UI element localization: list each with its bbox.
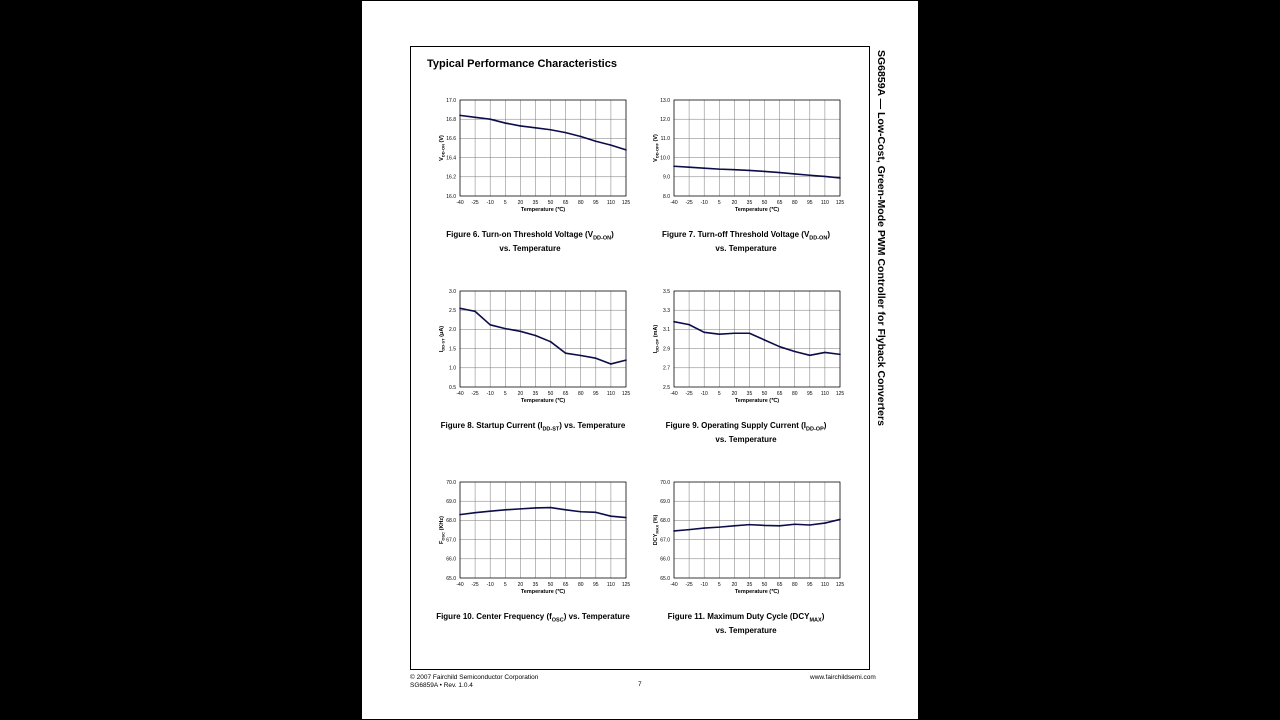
y-tick-label: 70.0	[660, 479, 670, 486]
x-tick-label: 110	[606, 582, 615, 588]
x-tick-label: 20	[731, 200, 738, 206]
y-tick-label: 8.0	[663, 193, 670, 200]
data-point	[504, 122, 506, 124]
x-tick-label: 5	[503, 582, 507, 588]
x-tick-label: 80	[791, 391, 798, 397]
data-point	[688, 166, 690, 168]
data-point	[520, 331, 522, 333]
x-axis-label: Temperature (℃)	[734, 398, 780, 404]
y-tick-label: 65.0	[446, 575, 456, 582]
data-point	[824, 176, 826, 178]
x-tick-label: 125	[835, 200, 845, 206]
x-tick-label: -40	[456, 200, 464, 206]
chart-svg	[648, 478, 844, 598]
y-tick-label: 12.0	[660, 117, 670, 123]
plot-border	[674, 291, 840, 387]
data-point	[459, 115, 461, 117]
data-point	[734, 525, 736, 527]
data-point	[734, 332, 736, 334]
x-tick-label: 20	[731, 391, 738, 397]
data-point	[535, 127, 537, 129]
data-point	[535, 507, 537, 509]
x-tick-label: 20	[517, 200, 524, 206]
x-tick-label: -25	[685, 200, 693, 206]
series-line	[460, 308, 626, 364]
y-tick-label: 16.6	[446, 136, 456, 143]
data-point	[474, 311, 476, 313]
x-tick-label: 5	[717, 391, 721, 397]
data-point	[779, 172, 781, 174]
chart-figure-11	[648, 478, 844, 598]
data-point	[673, 530, 675, 532]
data-point	[580, 355, 582, 357]
x-tick-label: 125	[835, 391, 845, 397]
data-point	[625, 359, 627, 361]
x-tick-label: 50	[761, 582, 768, 588]
side-title	[872, 50, 892, 670]
x-axis-label: Temperature (℃)	[520, 589, 566, 595]
chart-svg	[434, 96, 630, 216]
data-point	[520, 125, 522, 127]
x-tick-label: 110	[820, 391, 829, 397]
x-tick-label: 95	[807, 391, 813, 397]
data-point	[688, 529, 690, 531]
y-tick-label: 2.7	[663, 365, 670, 372]
y-tick-label: 68.0	[446, 518, 456, 525]
data-point	[625, 517, 627, 519]
x-tick-label: 125	[621, 582, 631, 588]
data-point	[839, 177, 841, 179]
x-tick-label: 5	[717, 582, 721, 588]
x-tick-label: 35	[746, 391, 753, 397]
x-tick-label: 50	[761, 200, 768, 206]
chart-svg	[434, 287, 630, 407]
plot-border	[460, 100, 626, 196]
data-point	[595, 357, 597, 359]
x-tick-label: 80	[577, 200, 584, 206]
caption-figure-10: Figure 10. Center Frequency $(f_{OSC})$ vs. Temperature	[436, 612, 630, 624]
y-tick-label: 70.0	[446, 479, 456, 486]
y-tick-label: 2.0	[449, 327, 456, 334]
x-tick-label: -25	[471, 582, 479, 588]
y-tick-label: 65.0	[660, 575, 670, 582]
data-point	[565, 352, 567, 354]
x-tick-label: -10	[486, 200, 494, 206]
x-tick-label: 95	[807, 582, 813, 588]
x-axis-label: Temperature (℃)	[734, 207, 780, 213]
data-point	[794, 351, 796, 353]
data-point	[809, 524, 811, 526]
data-point	[839, 519, 841, 521]
x-tick-label: 35	[532, 200, 539, 206]
data-point	[474, 512, 476, 514]
data-point	[474, 116, 476, 118]
x-tick-label: 110	[606, 391, 615, 397]
y-tick-label: 16.4	[446, 155, 456, 162]
caption-figure-8: Figure 8. Startup Current $(I_{DD-ST})$ vs. Temperature	[440, 421, 626, 433]
y-axis-label: $V_{DD-ON}$ (V)	[439, 135, 446, 161]
data-point	[749, 524, 751, 526]
data-point	[809, 174, 811, 176]
x-tick-label: 125	[621, 200, 631, 206]
data-point	[459, 307, 461, 309]
x-tick-label: -40	[670, 200, 678, 206]
x-tick-label: -10	[486, 391, 494, 397]
data-point	[580, 511, 582, 513]
y-axis-label: $F_{OSC}$ (KHz)	[439, 516, 446, 544]
y-tick-label: 2.5	[663, 384, 670, 391]
x-tick-label: -40	[670, 582, 678, 588]
series-line	[674, 519, 840, 531]
x-tick-label: 95	[593, 391, 599, 397]
y-axis-label: $I_{DD-OP}$ (mA)	[653, 324, 660, 354]
x-tick-label: -10	[700, 582, 708, 588]
data-point	[595, 140, 597, 142]
data-point	[535, 335, 537, 337]
y-tick-label: 10.0	[660, 155, 670, 162]
y-tick-label: 68.0	[660, 518, 670, 525]
data-point	[718, 168, 720, 170]
data-point	[459, 514, 461, 516]
x-tick-label: 20	[517, 391, 524, 397]
y-tick-label: 3.1	[663, 327, 670, 334]
data-point	[673, 321, 675, 323]
x-tick-label: 35	[532, 391, 539, 397]
y-tick-label: 66.0	[446, 556, 456, 563]
data-point	[779, 525, 781, 527]
y-tick-label: 3.3	[663, 308, 670, 314]
y-tick-label: 0.5	[449, 384, 456, 391]
y-tick-label: 2.9	[663, 346, 670, 353]
x-axis-label: Temperature (℃)	[734, 589, 780, 595]
y-tick-label: 1.0	[449, 365, 456, 372]
data-point	[703, 527, 705, 529]
data-point	[764, 339, 766, 341]
data-point	[489, 510, 491, 512]
data-point	[749, 170, 751, 172]
x-tick-label: 50	[547, 391, 554, 397]
x-tick-label: -10	[486, 582, 494, 588]
plot-border	[674, 482, 840, 578]
data-point	[489, 324, 491, 326]
x-tick-label: -40	[670, 391, 678, 397]
x-tick-label: 125	[835, 582, 845, 588]
data-point	[718, 526, 720, 528]
data-point	[595, 512, 597, 514]
data-point	[764, 525, 766, 527]
x-tick-label: 5	[717, 200, 721, 206]
x-tick-label: 35	[746, 582, 753, 588]
data-point	[794, 523, 796, 525]
y-tick-label: 69.0	[660, 499, 670, 505]
data-point	[703, 167, 705, 169]
data-point	[824, 522, 826, 524]
x-tick-label: 110	[820, 582, 829, 588]
y-tick-label: 16.2	[446, 174, 456, 181]
data-point	[504, 328, 506, 330]
x-tick-label: -40	[456, 391, 464, 397]
data-point	[580, 136, 582, 138]
y-axis-label: $DCY_{MAX}$ (%)	[653, 514, 660, 546]
data-point	[688, 324, 690, 326]
data-point	[794, 173, 796, 175]
x-tick-label: 65	[562, 582, 569, 588]
x-tick-label: 95	[807, 200, 813, 206]
x-axis-label: Temperature (℃)	[520, 207, 566, 213]
chart-figure-10	[434, 478, 630, 598]
x-axis-label: Temperature (℃)	[520, 398, 566, 404]
x-tick-label: 20	[517, 582, 524, 588]
y-tick-label: 3.0	[449, 288, 456, 295]
data-point	[550, 341, 552, 343]
footer-revision: SG6859A • Rev. 1.0.4	[410, 682, 473, 689]
y-tick-label: 66.0	[660, 556, 670, 563]
data-point	[718, 333, 720, 335]
x-tick-label: 110	[606, 200, 615, 206]
x-tick-label: -25	[685, 582, 693, 588]
footer-page-number: 7	[638, 681, 642, 688]
data-point	[703, 331, 705, 333]
data-point	[610, 144, 612, 146]
y-tick-label: 11.0	[660, 136, 670, 143]
x-tick-label: 50	[761, 391, 768, 397]
data-point	[610, 363, 612, 365]
x-tick-label: 95	[593, 200, 599, 206]
data-point	[504, 509, 506, 511]
chart-svg	[434, 478, 630, 598]
data-point	[550, 129, 552, 131]
y-tick-label: 13.0	[660, 97, 670, 104]
x-tick-label: 50	[547, 200, 554, 206]
data-point	[734, 169, 736, 171]
x-tick-label: 110	[820, 200, 829, 206]
data-point	[764, 171, 766, 173]
x-tick-label: -40	[456, 582, 464, 588]
data-point	[565, 509, 567, 511]
x-tick-label: 65	[562, 200, 569, 206]
y-tick-label: 16.0	[446, 193, 456, 200]
section-heading: Typical Performance Characteristics	[427, 58, 617, 70]
y-axis-label: $V_{DD-OFF}$ (V)	[653, 134, 660, 162]
caption-figure-11: Figure 11. Maximum Duty Cycle $(DCY_{MAX})$ vs. Temperature	[667, 612, 825, 635]
data-point	[839, 354, 841, 356]
x-tick-label: 35	[746, 200, 753, 206]
footer-website: www.fairchildsemi.com	[810, 674, 876, 681]
y-tick-label: 67.0	[660, 537, 670, 544]
y-tick-label: 67.0	[446, 537, 456, 544]
y-tick-label: 1.5	[449, 346, 456, 353]
chart-svg	[648, 287, 844, 407]
data-point	[749, 332, 751, 334]
y-tick-label: 3.5	[663, 288, 670, 295]
y-axis-label: $I_{DD-ST}$ (μA)	[439, 325, 446, 353]
data-point	[489, 118, 491, 120]
x-tick-label: 125	[621, 391, 631, 397]
x-tick-label: 50	[547, 582, 554, 588]
x-tick-label: -10	[700, 391, 708, 397]
x-tick-label: -25	[471, 200, 479, 206]
plot-border	[674, 100, 840, 196]
data-point	[565, 132, 567, 134]
x-tick-label: 65	[776, 200, 783, 206]
data-point	[809, 355, 811, 357]
x-tick-label: 80	[791, 582, 798, 588]
y-tick-label: 69.0	[446, 499, 456, 505]
series-line	[460, 508, 626, 518]
x-tick-label: 35	[532, 582, 539, 588]
data-point	[625, 149, 627, 151]
data-point	[610, 515, 612, 517]
x-tick-label: -25	[685, 391, 693, 397]
x-tick-label: 65	[562, 391, 569, 397]
footer-copyright: © 2007 Fairchild Semiconductor Corporation	[410, 674, 539, 681]
y-tick-label: 17.0	[446, 97, 456, 104]
caption-figure-7: Figure 7. Turn-off Threshold Voltage $(V_{DD-ON})$ vs. Temperature	[662, 230, 830, 253]
x-tick-label: 5	[503, 391, 507, 397]
caption-figure-6: Figure 6. Turn-on Threshold Voltage $(V_{DD-ON})$ vs. Temperature	[446, 230, 614, 253]
x-tick-label: 80	[577, 391, 584, 397]
x-tick-label: 80	[791, 200, 798, 206]
data-point	[673, 165, 675, 167]
y-tick-label: 2.5	[449, 308, 456, 314]
series-line	[460, 115, 626, 150]
series-line	[674, 322, 840, 356]
x-tick-label: -25	[471, 391, 479, 397]
plot-border	[460, 482, 626, 578]
y-tick-label: 9.0	[663, 174, 670, 181]
x-tick-label: 5	[503, 200, 507, 206]
chart-svg	[648, 96, 844, 216]
side-title-text: SG6859A — Low-Cost, Green-Mode PWM Controller for Flyback Converters	[875, 50, 887, 426]
chart-figure-9	[648, 287, 844, 407]
chart-figure-8	[434, 287, 630, 407]
x-tick-label: 65	[776, 582, 783, 588]
x-tick-label: 80	[577, 582, 584, 588]
chart-figure-7	[648, 96, 844, 216]
data-point	[520, 508, 522, 510]
x-tick-label: 95	[593, 582, 599, 588]
x-tick-label: -10	[700, 200, 708, 206]
series-line	[674, 166, 840, 178]
x-tick-label: 65	[776, 391, 783, 397]
data-point	[779, 346, 781, 348]
data-point	[824, 352, 826, 354]
caption-figure-9: Figure 9. Operating Supply Current $(I_{DD-OP})$ vs. Temperature	[665, 421, 827, 444]
data-point	[550, 507, 552, 509]
x-tick-label: 20	[731, 582, 738, 588]
chart-figure-6	[434, 96, 630, 216]
y-tick-label: 16.8	[446, 117, 456, 123]
